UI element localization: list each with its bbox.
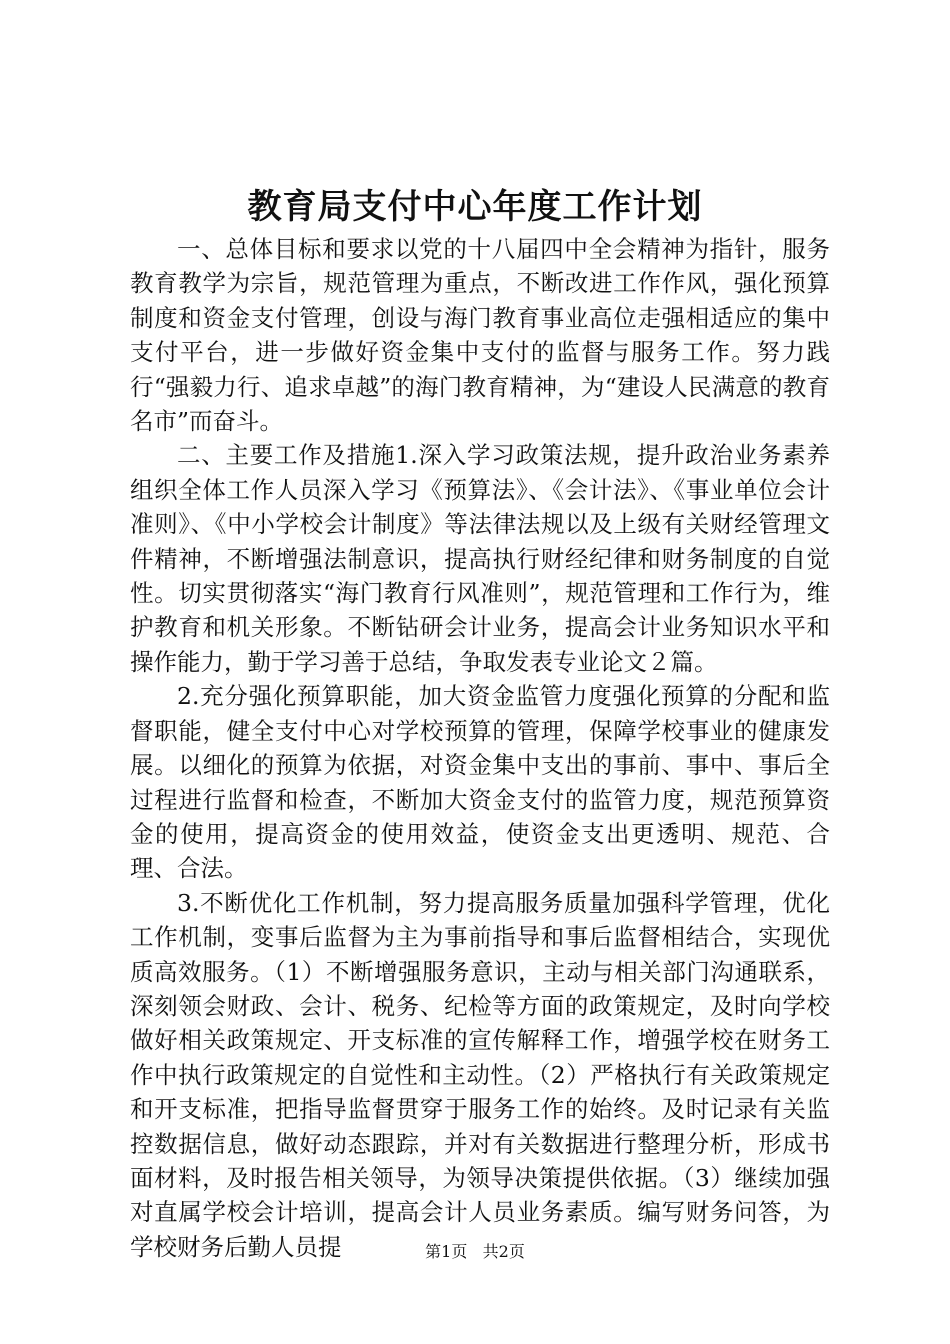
paragraph-general-goals: 一、总体目标和要求以党的十八届四中全会精神为指针，服务教育教学为宗旨，规范管理为重点，不断改进工作作风，强化预算制度和资金支付管理，创设与海门教育事业高位走强相适应的集中支付平台，进一步做好资金集中支付的监督与服务工作。努力践行“强毅力行、追求卓越”的海门教育精神，为“建设人民满意的教育名市”而奋斗。 <box>130 235 830 436</box>
paragraph-work-mechanism: 3.不断优化工作机制，努力提高服务质量加强科学管理，优化工作机制，变事后监督为主为事前指导和事后监督相结合，实现优质高效服务。（1）不断增强服务意识，主动与相关部门沟通联系，深刻领会财政、会计、税务、纪检等方面的政策规定，及时向学校做好相关政策规定、开支标准的宣传解释工作，增强学校在财务工作中执行政策规定的自觉性和主动性。（2）严格执行有关政策规定和开支标准，把指导监督贯穿于服务工作的始终。及时记录有关监控数据信息，做好动态跟踪，并对有关数据进行整理分析，形成书面材料，及时报告相关领导，为领导决策提供依据。（3）继续加强对直属学校会计培训，提高会计人员业务素质。编写财务问答，为学校财务后勤人员提 <box>130 888 830 1261</box>
document-title: 教育局支付中心年度工作计划 <box>247 187 703 227</box>
paragraph-budget-function: 2.充分强化预算职能，加大资金监管力度强化预算的分配和监督职能，健全支付中心对学校预算的管理，保障学校事业的健康发展。以细化的预算为依据，对资金集中支出的事前、事中、事后全过程进行监督和检查，不断加大资金支付的监管力度，规范预算资金的使用，提高资金的使用效益，使资金支出更透明、规范、合理、合法。 <box>130 682 830 883</box>
page-number-separator <box>472 1240 477 1264</box>
page-number-current: 第1页 <box>425 1242 468 1261</box>
page-number-total: 共2页 <box>482 1242 525 1261</box>
paragraph-main-work: 二、主要工作及措施1.深入学习政策法规，提升政治业务素养组织全体工作人员深入学习《预算法》、《会计法》、《事业单位会计准则》、《中小学校会计制度》等法律法规以及上级有关财经管理文件精神，不断增强法制意识，提高执行财经纪律和财务制度的自觉性。切实贯彻落实“海门教育行风准则”，规范管理和工作行为，维护教育和机关形象。不断钻研会计业务，提高会计业务知识水平和操作能力，勤于学习善于总结，争取发表专业论文２篇。 <box>130 441 830 676</box>
document-body <box>130 232 830 1264</box>
page-footer <box>0 1240 950 1264</box>
